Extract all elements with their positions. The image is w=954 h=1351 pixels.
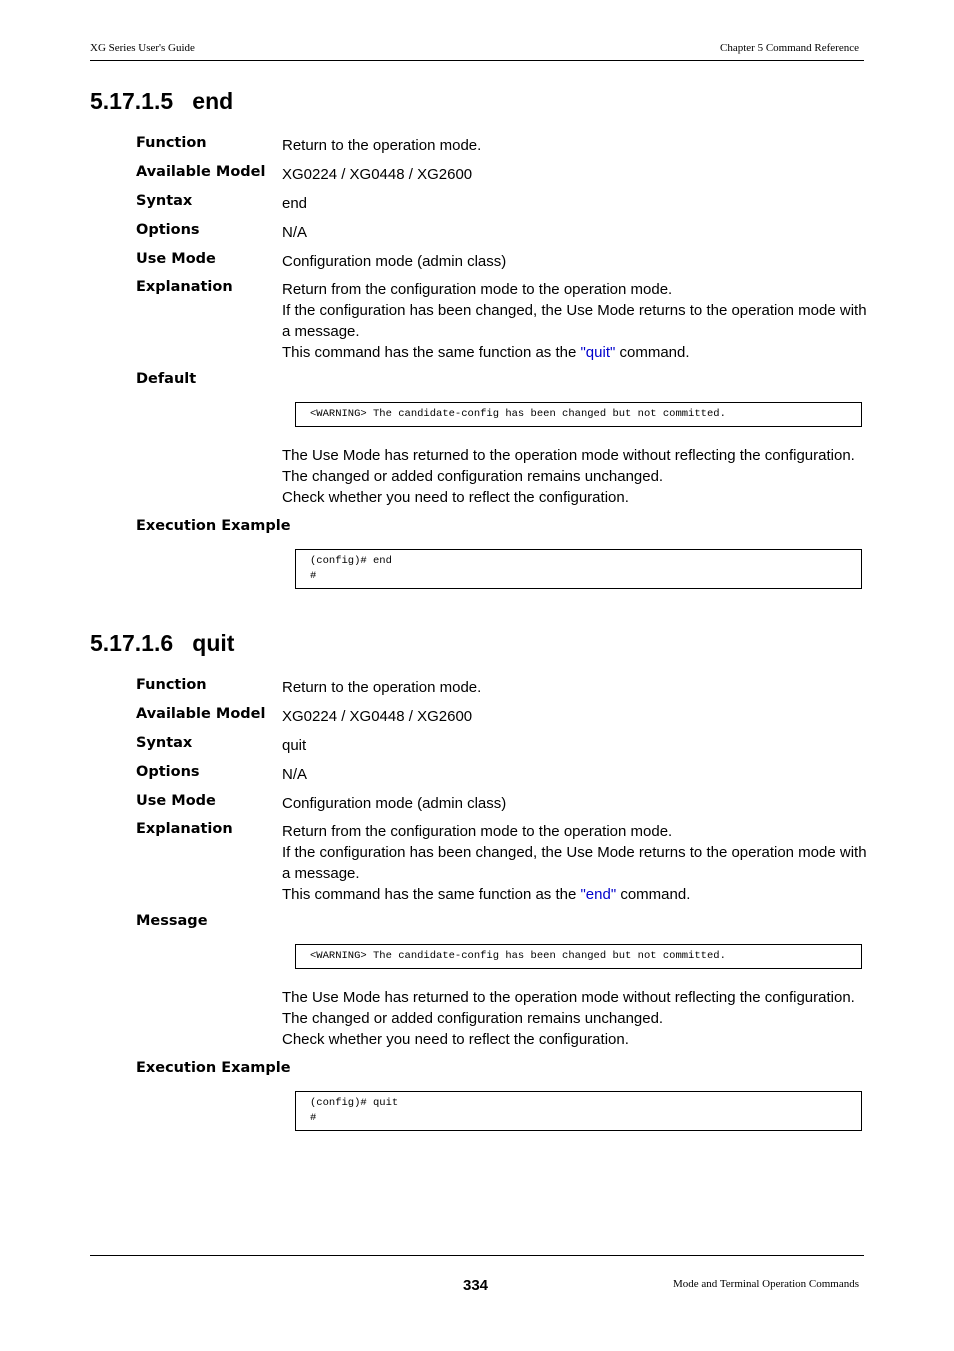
code-line: #	[310, 570, 317, 582]
header-chapter: Chapter 5 Command Reference	[720, 42, 859, 54]
options-label: Options	[136, 764, 200, 780]
model-value: XG0224 / XG0448 / XG2600	[282, 166, 473, 183]
function-label: Function	[136, 677, 207, 693]
same-function-line	[282, 884, 872, 905]
end-command-link[interactable]: "end"	[580, 886, 617, 903]
options-value: N/A	[282, 766, 308, 783]
model-label: Available Model	[136, 164, 266, 180]
usemode-value: Configuration mode (admin class)	[282, 253, 507, 270]
model-value: XG0224 / XG0448 / XG2600	[282, 708, 473, 725]
syntax-label: Syntax	[136, 193, 193, 209]
usemode-label: Use Mode	[136, 793, 216, 809]
syntax-value: quit	[282, 737, 307, 754]
explanation-label: Explanation	[136, 821, 233, 837]
explanation-line: a message.	[282, 865, 360, 882]
code-line: #	[310, 1112, 317, 1124]
example-code-block	[295, 549, 862, 589]
same-function-suffix: command.	[615, 344, 690, 361]
usemode-label: Use Mode	[136, 251, 216, 267]
page-number: 334	[463, 1277, 489, 1294]
header-guide-title: XG Series User's Guide	[90, 42, 195, 54]
explanation-line: Return from the configuration mode to the operation mode.	[282, 823, 673, 840]
example-label: Execution Example	[136, 518, 291, 534]
example-label: Execution Example	[136, 1060, 291, 1076]
code-line: <WARNING> The candidate-config has been changed but not committed.	[310, 408, 726, 420]
usemode-value: Configuration mode (admin class)	[282, 795, 507, 812]
function-label: Function	[136, 135, 207, 151]
same-function-prefix: This command has the same function as the	[282, 344, 581, 361]
warning-code-block	[295, 944, 862, 969]
options-label: Options	[136, 222, 200, 238]
message-description	[282, 445, 872, 508]
message-line: The changed or added configuration remains unchanged.	[282, 468, 664, 485]
explanation-line: If the configuration has been changed, the Use Mode returns to the operation mode with	[282, 844, 867, 861]
same-function-line	[282, 342, 872, 363]
explanation-line: If the configuration has been changed, the Use Mode returns to the operation mode with	[282, 302, 867, 319]
message-line: The Use Mode has returned to the operation mode without reflecting the configuration.	[282, 989, 855, 1006]
explanation-line: a message.	[282, 323, 360, 340]
same-function-suffix: command.	[616, 886, 691, 903]
warning-code-block	[295, 402, 862, 427]
syntax-label: Syntax	[136, 735, 193, 751]
code-line: <WARNING> The candidate-config has been changed but not committed.	[310, 950, 726, 962]
model-label: Available Model	[136, 706, 266, 722]
example-code-block	[295, 1091, 862, 1131]
message-line: Check whether you need to reflect the configuration.	[282, 489, 629, 506]
footer-section-name: Mode and Terminal Operation Commands	[673, 1278, 859, 1290]
message-line: Check whether you need to reflect the configuration.	[282, 1031, 629, 1048]
syntax-value: end	[282, 195, 308, 212]
message-line: The Use Mode has returned to the operation mode without reflecting the configuration.	[282, 447, 855, 464]
quit-command-link[interactable]: "quit"	[580, 344, 616, 361]
section-title: 5.17.1.5 end	[90, 88, 234, 114]
explanation-label: Explanation	[136, 279, 233, 295]
options-value: N/A	[282, 224, 308, 241]
message-description	[282, 987, 872, 1050]
function-value: Return to the operation mode.	[282, 679, 482, 696]
function-value: Return to the operation mode.	[282, 137, 482, 154]
explanation-line: Return from the configuration mode to the operation mode.	[282, 281, 673, 298]
message-line: The changed or added configuration remains unchanged.	[282, 1010, 664, 1027]
code-line: (config)# quit	[310, 1097, 399, 1109]
message-label: Message	[136, 913, 208, 929]
section-title: 5.17.1.6 quit	[90, 630, 235, 656]
same-function-prefix: This command has the same function as the	[282, 886, 581, 903]
code-line: (config)# end	[310, 555, 392, 567]
default-label: Default	[136, 371, 197, 387]
footer-divider	[90, 1255, 864, 1256]
page-header	[90, 42, 864, 61]
